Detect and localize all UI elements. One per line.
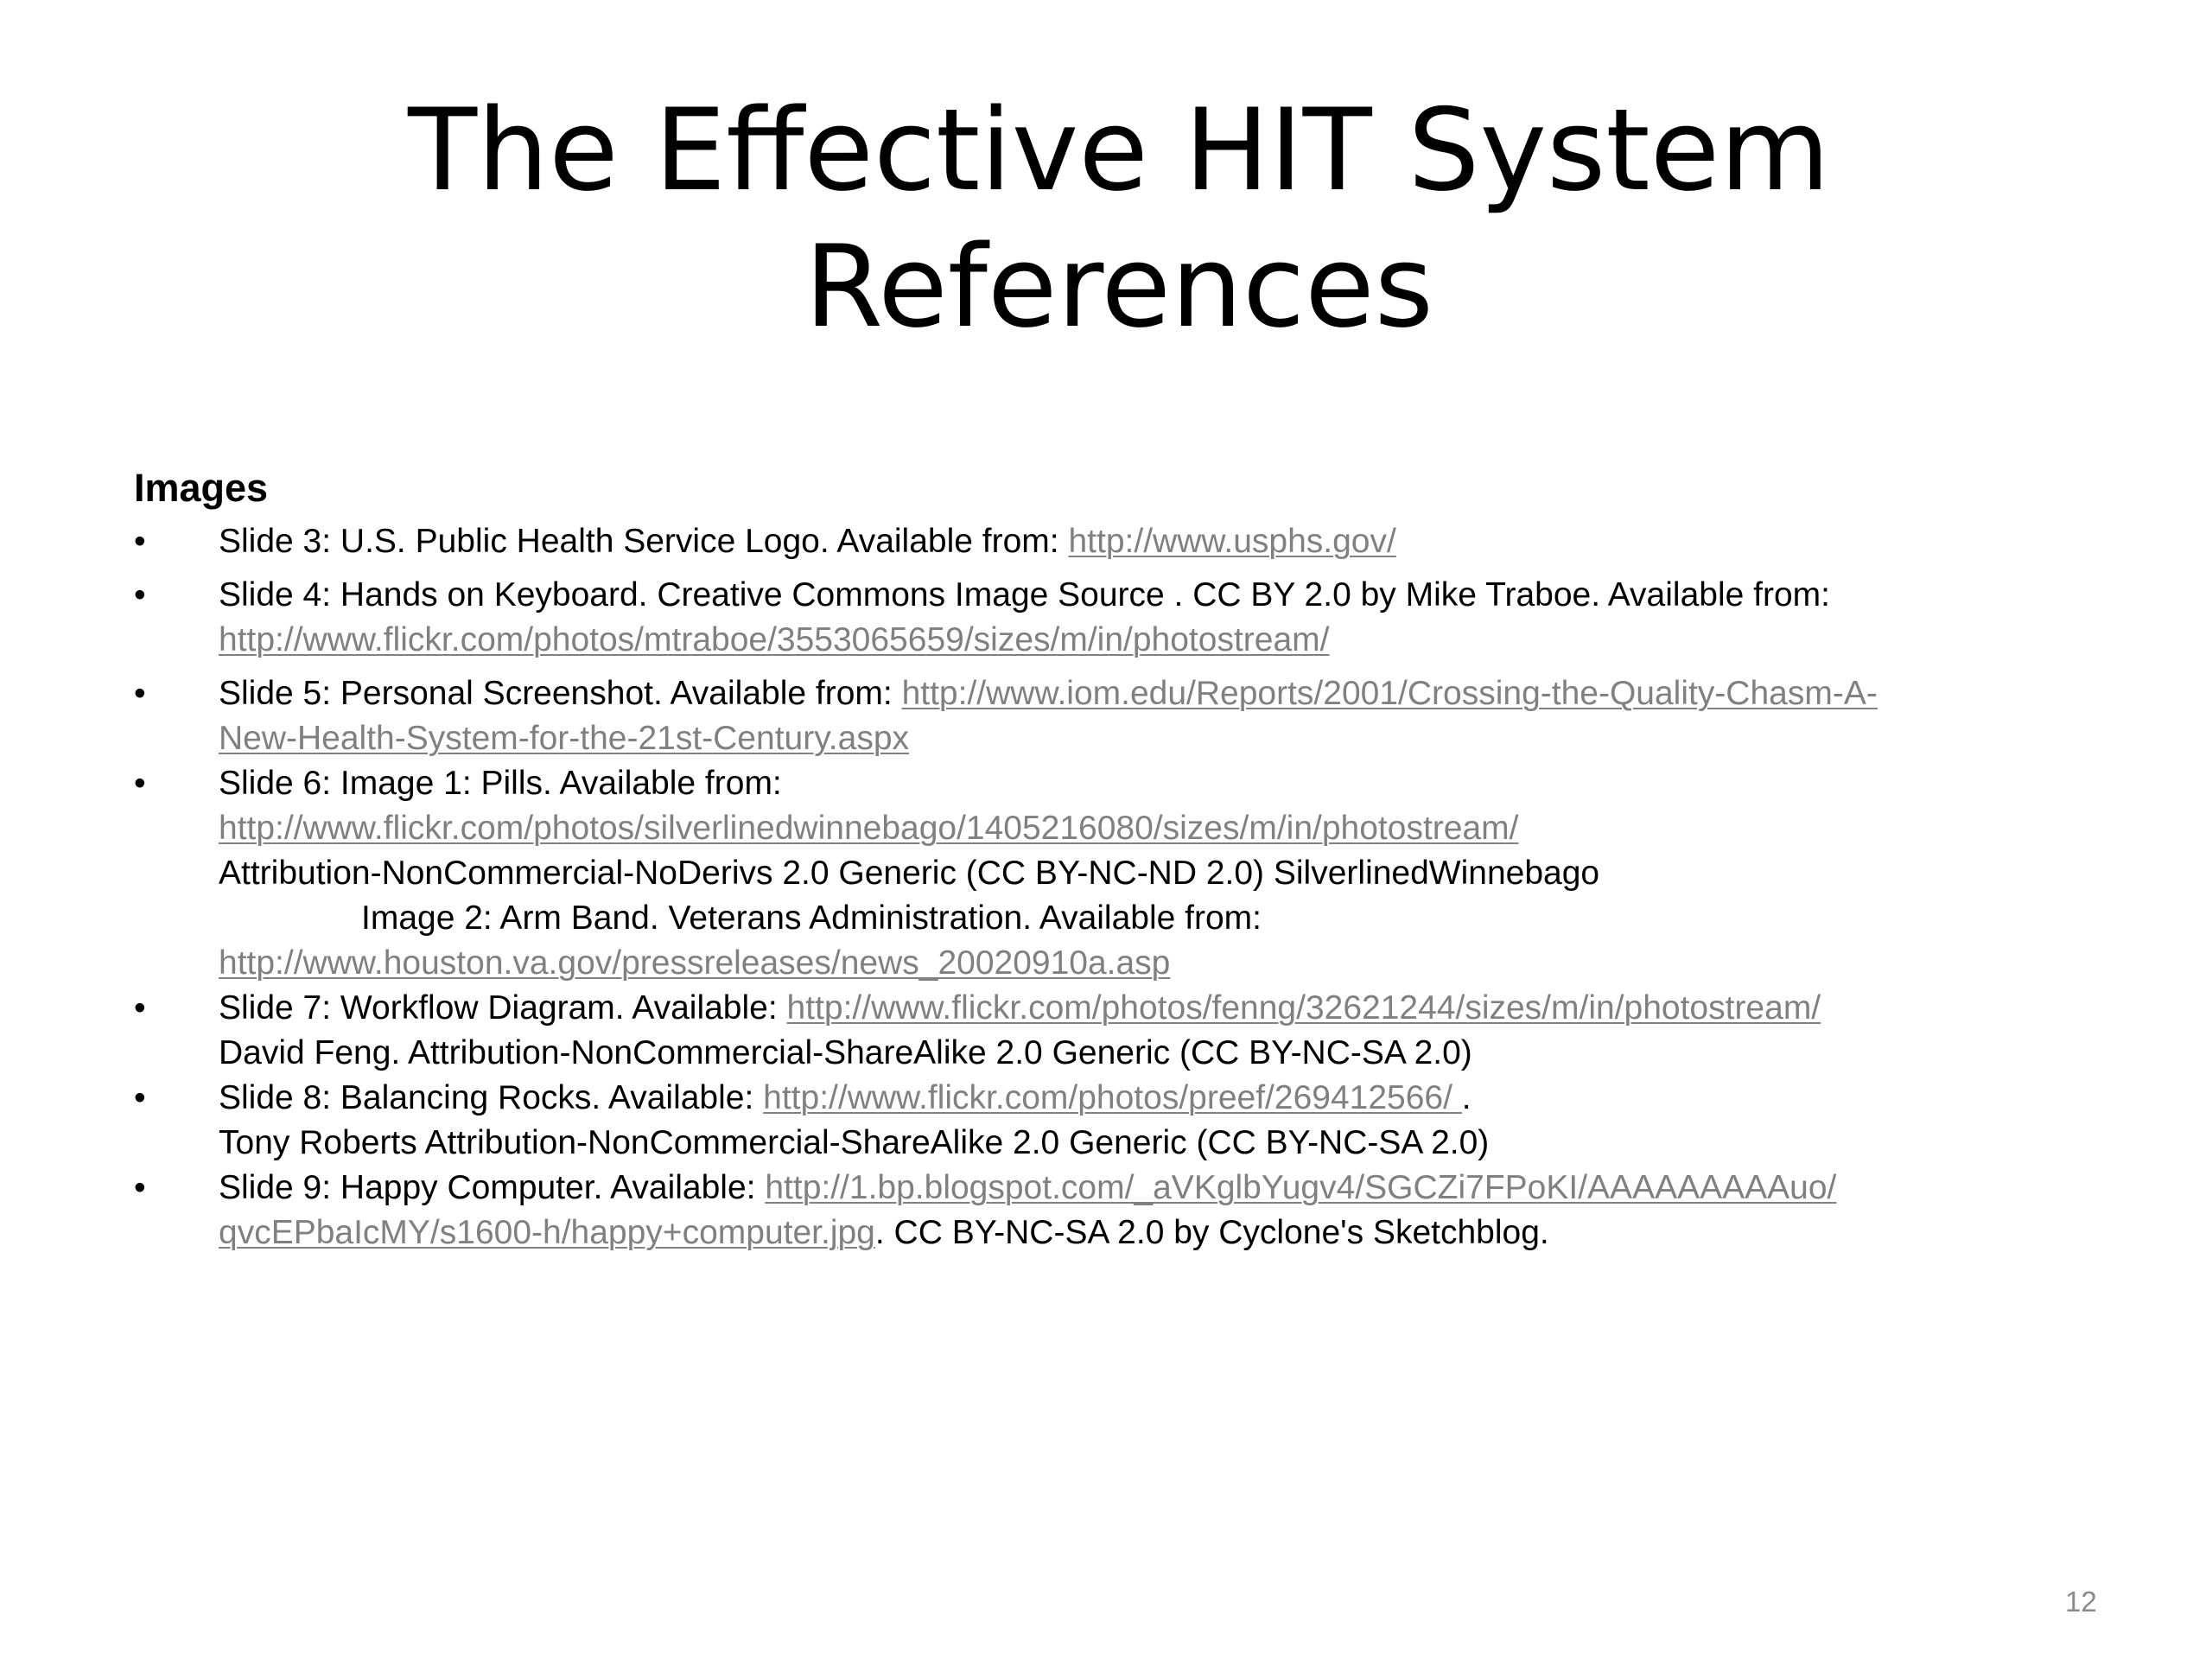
reference-link[interactable]: http://www.flickr.com/photos/mtraboe/3553065659/sizes/m/in/photostream/ — [219, 621, 1330, 658]
reference-line — [219, 1211, 2147, 1255]
reference-line — [219, 1076, 2147, 1121]
bullet-icon: • — [134, 576, 146, 613]
reference-text: Slide 7: Workflow Diagram. Available: — [219, 989, 787, 1027]
bullet-icon: • — [134, 765, 146, 802]
references-list — [134, 519, 2147, 1255]
reference-link[interactable]: http://1.bp.blogspot.com/_aVKglbYugv4/SGCZi7FPoKI/AAAAAAAAAuo/ — [765, 1169, 1837, 1206]
reference-text: Slide 3: U.S. Public Health Service Logo. Available from: — [219, 523, 1069, 560]
reference-text: Slide 4: Hands on Keyboard. Creative Commons Image Source . CC BY 2.0 by Mike Traboe. Available from: — [219, 576, 1830, 613]
reference-link[interactable]: http://www.flickr.com/photos/fenng/32621244/sizes/m/in/photostream/ — [786, 989, 1821, 1027]
reference-slide-9 — [134, 1166, 2147, 1255]
bullet-icon: • — [134, 1079, 146, 1116]
reference-line — [219, 618, 2147, 663]
reference-text: Slide 5: Personal Screenshot. Available from: — [219, 675, 902, 712]
reference-link[interactable]: http://www.flickr.com/photos/preef/269412566/ — [763, 1079, 1462, 1116]
reference-line — [219, 716, 2147, 761]
reference-slide-4 — [134, 573, 2147, 663]
reference-text: Slide 8: Balancing Rocks. Available: — [219, 1079, 764, 1116]
reference-attribution: David Feng. Attribution-NonCommercial-ShareAlike 2.0 Generic (CC BY-NC-SA 2.0) — [219, 1034, 1472, 1071]
reference-link-continued[interactable]: qvcEPbaIcMY/s1600-h/happy+computer.jpg — [219, 1214, 875, 1251]
bullet-icon: • — [134, 675, 146, 712]
page-number: 12 — [2065, 1586, 2097, 1618]
reference-link[interactable]: http://www.houston.va.gov/pressreleases/news_20020910a.asp — [219, 944, 1171, 982]
reference-text-after-link: . — [1461, 1079, 1471, 1116]
references-content — [134, 462, 2147, 1255]
reference-link-continued[interactable]: New-Health-System-for-the-21st-Century.aspx — [219, 720, 910, 757]
reference-link[interactable]: http://www.usphs.gov/ — [1068, 523, 1396, 560]
bullet-icon: • — [134, 1169, 146, 1206]
reference-slide-8 — [134, 1076, 2147, 1166]
reference-slide-7 — [134, 986, 2147, 1076]
reference-link[interactable]: http://www.flickr.com/photos/silverlinedwinnebago/1405216080/sizes/m/in/photostream/ — [219, 810, 1519, 847]
slide-title-line2: References — [804, 220, 1433, 353]
reference-line — [219, 806, 2147, 851]
reference-slide-3 — [134, 519, 2147, 564]
reference-text: Slide 9: Happy Computer. Available: — [219, 1169, 766, 1206]
slide-title-line1: The Effective HIT System — [408, 84, 1830, 216]
reference-attribution: Attribution-NonCommercial-NoDerivs 2.0 Generic (CC BY-NC-ND 2.0) SilverlinedWinnebago — [219, 855, 1600, 892]
slide-title — [0, 82, 2212, 355]
reference-slide-6 — [134, 761, 2147, 986]
reference-line — [219, 519, 2147, 564]
bullet-icon: • — [134, 523, 146, 560]
section-heading: Images — [134, 466, 269, 510]
reference-line — [219, 986, 2147, 1031]
reference-link[interactable]: http://www.iom.edu/Reports/2001/Crossing-the-Quality-Chasm-A- — [901, 675, 1878, 712]
reference-slide-5 — [134, 671, 2147, 761]
reference-line — [219, 941, 2147, 986]
reference-text: Slide 6: Image 1: Pills. Available from: — [219, 765, 782, 802]
reference-line — [219, 1166, 2147, 1211]
reference-attribution: Tony Roberts Attribution-NonCommercial-ShareAlike 2.0 Generic (CC BY-NC-SA 2.0) — [219, 1124, 1490, 1161]
reference-image2-text: Image 2: Arm Band. Veterans Administration. Available from: — [361, 899, 1262, 937]
reference-text-after-link: . CC BY-NC-SA 2.0 by Cyclone's Sketchblog. — [874, 1214, 1549, 1251]
reference-line — [219, 671, 2147, 716]
bullet-icon: • — [134, 989, 146, 1027]
